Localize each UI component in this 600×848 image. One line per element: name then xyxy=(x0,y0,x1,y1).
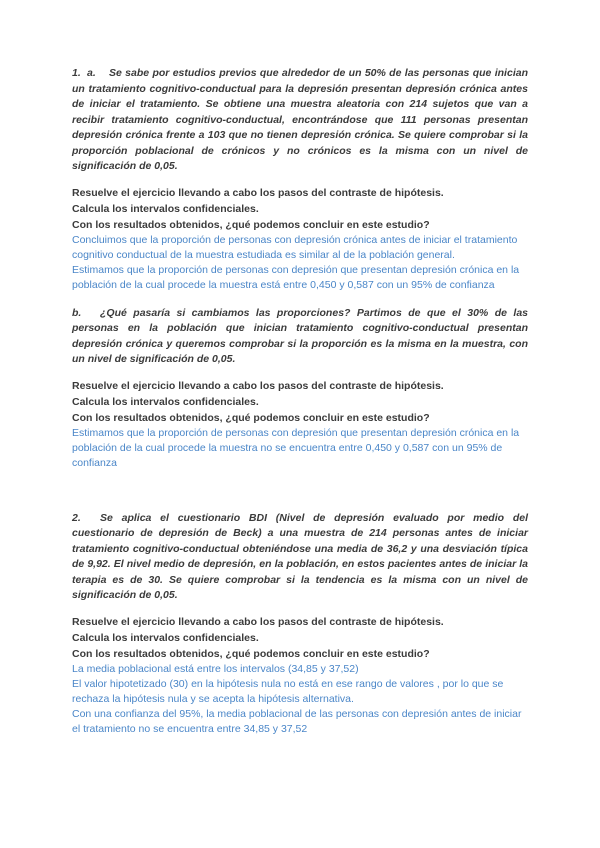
exercise-2 xyxy=(72,511,528,737)
instruction-line: Resuelve el ejercicio llevando a cabo los pasos del contraste de hipótesis. xyxy=(72,186,444,199)
exercise-1b xyxy=(72,306,528,471)
answer-line: El valor hipotetizado (30) en la hipótesis nula no está en ese rango de valores , por lo que se rechaza la hipótesis nula y se acepta la hipótesis alternativa. xyxy=(72,677,504,705)
exercise-letter: b. xyxy=(72,306,82,319)
answer-line: Con una confianza del 95%, la media poblacional de las personas con depresión antes de iniciar el tratamiento no se encuentra entre 34,85 y 37,52 xyxy=(72,707,522,735)
exercise-1a xyxy=(72,66,528,293)
answer-line: La media poblacional está entre los intervalos (34,85 y 37,52) xyxy=(72,662,359,675)
instruction-line: Con los resultados obtenidos, ¿qué podemos concluir en este estudio? xyxy=(72,218,430,231)
instruction-line: Resuelve el ejercicio llevando a cabo los pasos del contraste de hipótesis. xyxy=(72,379,444,392)
instruction-line: Calcula los intervalos confidenciales. xyxy=(72,631,259,644)
statement-text: Se aplica el cuestionario BDI (Nivel de depresión evaluado por medio del cuestionario de depresión de Beck) a una muestra de 214 personas antes de iniciar tratamiento cognitivo-conductual obteniéndose una media de 36,2 y una desviación típica de 9,92. El nivel medio de depresión, en la población, en estos pacientes antes de iniciar la terapia es de 30. Se quiere comprobar si la tendencia es la misma con un nivel de significación de 0,05. xyxy=(72,511,528,601)
exercise-letter: a. xyxy=(87,67,96,79)
instruction-line: Calcula los intervalos confidenciales. xyxy=(72,202,259,215)
answer-line: Estimamos que la proporción de personas con depresión que presentan depresión crónica en la población de la cual procede la muestra está entre 0,450 y 0,587 con un 95% de confianza xyxy=(72,263,520,291)
exercise-statement xyxy=(72,511,528,604)
statement-text: Se sabe por estudios previos que alrededor de un 50% de las personas que inician un tratamiento cognitivo-conductual para la depresión presentan depresión crónica antes de iniciar el tratamiento. Se obtiene una muestra aleatoria con 214 sujetos que van a recibir tratamiento cognitivo-conductual, encontrándose que 111 personas presentan depresión crónica frente a 103 que no tienen depresión crónica. Se quiere comprobar si la proporción poblacional de crónicos y no crónicos es la misma con un nivel de significación de 0,05. xyxy=(72,67,528,172)
answer-line: Estimamos que la proporción de personas con depresión que presentan depresión crónica en la población de la cual procede la muestra no se encuentra entre 0,450 y 0,587 con un 95% de confianza xyxy=(72,426,520,469)
instruction-line: Con los resultados obtenidos, ¿qué podemos concluir en este estudio? xyxy=(72,647,430,660)
instruction-line: Con los resultados obtenidos, ¿qué podemos concluir en este estudio? xyxy=(72,411,430,424)
instruction-line: Calcula los intervalos confidenciales. xyxy=(72,395,259,408)
instruction-line: Resuelve el ejercicio llevando a cabo los pasos del contraste de hipótesis. xyxy=(72,615,444,628)
answer-line: Concluimos que la proporción de personas con depresión crónica antes de iniciar el tratamiento cognitivo conductual de la muestra estudiada es similar al de la población general. xyxy=(72,233,518,261)
exercise-statement xyxy=(72,66,528,175)
statement-text: ¿Qué pasaría si cambiamos las proporciones? Partimos de que el 30% de las personas en la población que inician tratamiento cognitivo-conductual presentan depresión crónica y queremos comprobar si la proporción es la misma en la muestra, con un nivel de significación de 0,05. xyxy=(72,306,528,365)
exercise-number: 2. xyxy=(72,511,81,524)
exercise-statement xyxy=(72,306,528,368)
exercise-number: 1. xyxy=(72,67,81,79)
